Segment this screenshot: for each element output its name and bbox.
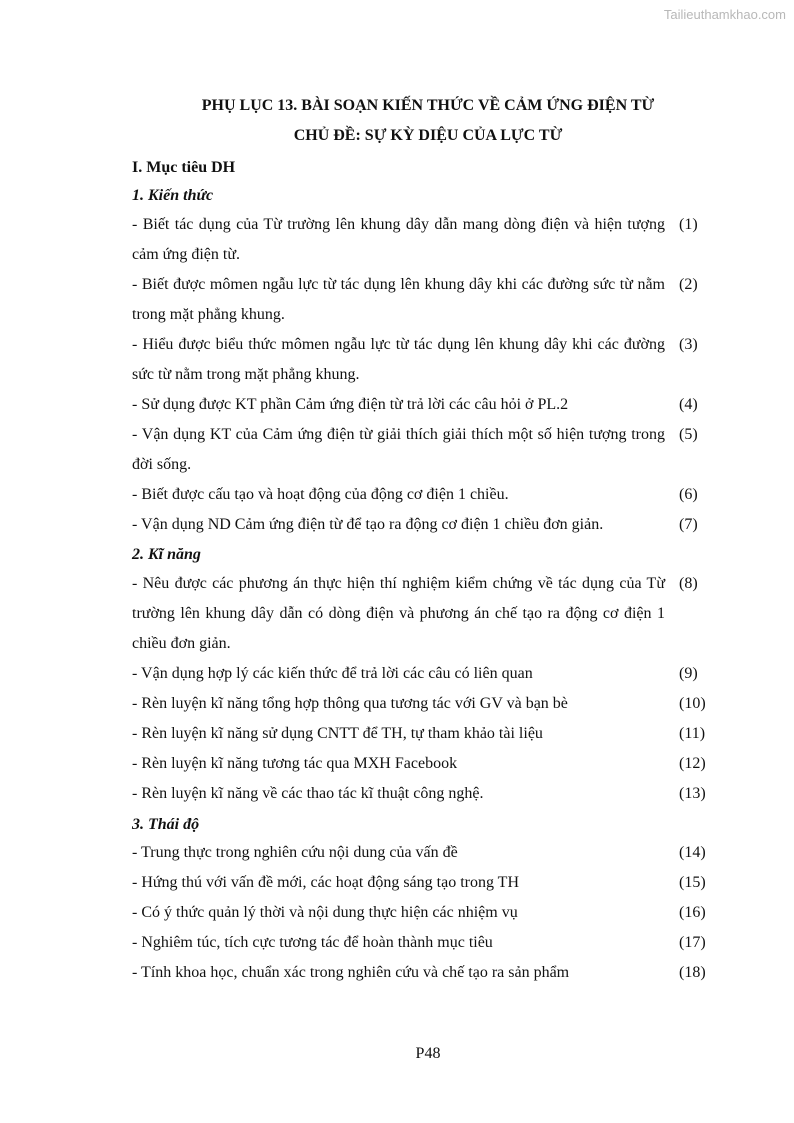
attitude-item-2: - Hứng thú với vấn đề mới, các hoạt động sáng tạo trong TH bbox=[132, 874, 519, 891]
skills-item-2: - Vận dụng hợp lý các kiến thức để trả lời các câu có liên quan bbox=[132, 665, 533, 682]
attitude-item-3-number: (16) bbox=[679, 904, 706, 921]
attitude-item-4-number: (17) bbox=[679, 934, 706, 951]
skills-item-2-number: (9) bbox=[679, 665, 698, 682]
knowledge-item-5-number: (5) bbox=[679, 426, 698, 443]
attitude-item-2-number: (15) bbox=[679, 874, 706, 891]
knowledge-item-3: - Hiểu được biểu thức mômen ngẫu lực từ tác dụng lên khung dây khi các đường sức từ nằm trong mặt phẳng khung. bbox=[132, 336, 665, 383]
attitude-item-4: - Nghiêm túc, tích cực tương tác để hoàn thành mục tiêu bbox=[132, 934, 493, 951]
knowledge-item-4: - Sử dụng được KT phần Cảm ứng điện từ trả lời các câu hỏi ở PL.2 bbox=[132, 396, 569, 413]
skills-item-6: - Rèn luyện kĩ năng về các thao tác kĩ thuật công nghệ. bbox=[132, 785, 484, 802]
knowledge-heading: 1. Kiến thức bbox=[132, 187, 214, 204]
watermark: Tailieuthamkhao.com bbox=[663, 7, 786, 22]
knowledge-item-6-number: (6) bbox=[679, 486, 698, 503]
knowledge-item-5: - Vận dụng KT của Cảm ứng điện từ giải thích giải thích một số hiện tượng trong đời sống. bbox=[132, 426, 665, 473]
attitude-item-3: - Có ý thức quản lý thời và nội dung thực hiện các nhiệm vụ bbox=[132, 904, 518, 921]
skills-item-6-number: (13) bbox=[679, 785, 706, 802]
attitude-item-5: - Tính khoa học, chuẩn xác trong nghiên cứu và chế tạo ra sản phẩm bbox=[132, 964, 570, 981]
knowledge-item-1: - Biết tác dụng của Từ trường lên khung dây dẫn mang dòng điện và hiện tượng cảm ứng điện từ. bbox=[132, 216, 665, 263]
skills-item-1: - Nêu được các phương án thực hiện thí nghiệm kiểm chứng về tác dụng của Từ trường lên khung dây dẫn có dòng điện và phương án chế tạo ra động cơ điện 1 chiều đơn giản. bbox=[132, 575, 665, 652]
knowledge-item-1-number: (1) bbox=[679, 216, 698, 233]
skills-item-3-number: (10) bbox=[679, 695, 706, 712]
document-subtitle: CHỦ ĐỀ: SỰ KỲ DIỆU CỦA LỰC TỪ bbox=[293, 127, 563, 144]
section-title: I. Mục tiêu DH bbox=[132, 159, 236, 176]
knowledge-item-7-number: (7) bbox=[679, 516, 698, 533]
attitude-heading: 3. Thái độ bbox=[132, 816, 200, 833]
skills-item-1-number: (8) bbox=[679, 575, 698, 592]
skills-item-4-number: (11) bbox=[679, 725, 706, 742]
skills-item-5-number: (12) bbox=[679, 755, 706, 772]
skills-heading: 2. Kĩ năng bbox=[132, 546, 201, 563]
document-title: PHỤ LỤC 13. BÀI SOẠN KIẾN THỨC VỀ CẢM ỨNG ĐIỆN TỪ bbox=[201, 97, 655, 114]
knowledge-item-7: - Vận dụng ND Cảm ứng điện từ để tạo ra động cơ điện 1 chiều đơn giản. bbox=[132, 516, 604, 533]
knowledge-item-2: - Biết được mômen ngẫu lực từ tác dụng lên khung dây khi các đường sức từ nằm trong mặt phẳng khung. bbox=[132, 276, 665, 323]
knowledge-item-4-number: (4) bbox=[679, 396, 698, 413]
attitude-item-1: - Trung thực trong nghiên cứu nội dung của vấn đề bbox=[132, 844, 458, 861]
skills-item-4: - Rèn luyện kĩ năng sử dụng CNTT để TH, tự tham khảo tài liệu bbox=[132, 725, 543, 742]
page-number: P48 bbox=[415, 1045, 441, 1062]
knowledge-item-2-number: (2) bbox=[679, 276, 698, 293]
knowledge-item-3-number: (3) bbox=[679, 336, 698, 353]
skills-item-5: - Rèn luyện kĩ năng tương tác qua MXH Facebook bbox=[132, 755, 458, 772]
knowledge-item-6: - Biết được cấu tạo và hoạt động của động cơ điện 1 chiều. bbox=[132, 486, 509, 503]
attitude-item-5-number: (18) bbox=[679, 964, 706, 981]
skills-item-3: - Rèn luyện kĩ năng tổng hợp thông qua tương tác với GV và bạn bè bbox=[132, 695, 568, 712]
attitude-item-1-number: (14) bbox=[679, 844, 706, 861]
